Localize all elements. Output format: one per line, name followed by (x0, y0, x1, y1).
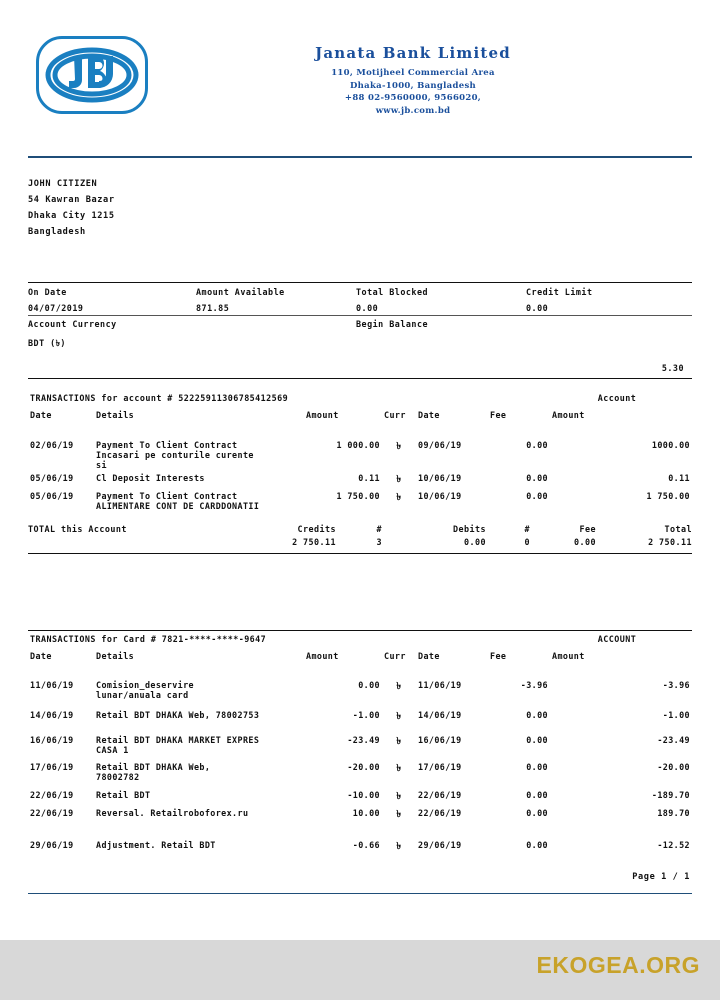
th-curr: Curr (384, 651, 406, 661)
card-transactions-table (28, 648, 692, 856)
statement-sheet (28, 30, 692, 916)
cell-amount-2: 1000.00 (651, 440, 690, 450)
account-transactions-table (28, 407, 692, 512)
begin-balance-label: Begin Balance (356, 319, 429, 329)
th-amount: Amount (306, 651, 339, 661)
account-total-count2: 0 (524, 537, 530, 547)
summary-value-amount-available: 871.85 (196, 303, 230, 313)
account-total-header-row (28, 512, 692, 534)
cell-post-date: 29/06/19 (418, 840, 462, 850)
bank-address-2: Dhaka-1000, Bangladesh (349, 80, 477, 91)
cell-amount: -0.66 (352, 840, 380, 850)
bank-logo (36, 36, 148, 114)
cell-date: 05/06/19 (30, 473, 74, 483)
cell-date: 22/06/19 (30, 808, 74, 818)
account-transactions-title: TRANSACTIONS for account # 52225911306785412569 (30, 393, 289, 403)
table-row[interactable] (28, 788, 692, 806)
cell-details (94, 438, 304, 471)
account-total-total-label: Total (664, 524, 692, 534)
page-number: Page 1 / 1 (632, 872, 690, 882)
bank-identity (263, 44, 563, 117)
account-currency-value: BDT (৳) (28, 338, 66, 348)
cell-details (94, 471, 304, 489)
cell-amount-2: -23.49 (657, 735, 690, 745)
th-fee: Fee (490, 651, 507, 661)
customer-country: Bangladesh (28, 227, 86, 237)
cell-amount: 0.00 (358, 680, 380, 690)
account-total-credits-label: Credits (297, 524, 336, 534)
cell-details-line3: si (96, 460, 107, 470)
cell-currency: ৳ (396, 474, 402, 485)
table-row[interactable] (28, 678, 692, 701)
cell-fee: 0.00 (526, 790, 548, 800)
account-transactions-title-row (28, 390, 692, 407)
account-total-count: 3 (376, 537, 382, 547)
customer-name: JOHN CITIZEN (28, 179, 98, 189)
table-row (28, 701, 692, 708)
card-transactions-title: TRANSACTIONS for Card # 7821-****-****-9647 (30, 634, 267, 644)
cell-currency: ৳ (396, 492, 402, 503)
document-header (28, 30, 692, 140)
cell-details-line1: Cl Deposit Interests (96, 473, 205, 483)
cell-currency: ৳ (396, 736, 402, 747)
account-total-debits: 0.00 (464, 537, 486, 547)
currency-value-row (28, 333, 692, 353)
account-total-fee: 0.00 (574, 537, 596, 547)
th-details: Details (96, 651, 135, 661)
account-total-value-row (28, 534, 692, 547)
cell-fee: 0.00 (526, 735, 548, 745)
cell-amount-2: -1.00 (662, 710, 690, 720)
th-amount-2: Amount (552, 651, 585, 661)
bank-website[interactable]: www.jb.com.bd (375, 105, 451, 116)
th-date: Date (30, 410, 52, 420)
account-total-credits: 2 750.11 (292, 537, 336, 547)
cell-post-date: 16/06/19 (418, 735, 462, 745)
account-total-fee-label: Fee (579, 524, 596, 534)
cell-post-date: 22/06/19 (418, 790, 462, 800)
cell-currency: ৳ (396, 841, 402, 852)
table-row[interactable] (28, 471, 692, 489)
th-details: Details (96, 410, 135, 420)
cell-details-line1: Retail BDT DHAKA Web, (96, 762, 211, 772)
account-transactions-section (28, 390, 692, 554)
cell-details-line2: ALIMENTARE CONT DE CARDDONATII (96, 501, 260, 511)
cell-amount: -23.49 (347, 735, 380, 745)
table-row[interactable] (28, 438, 692, 471)
cell-details (94, 489, 304, 512)
cell-amount: 10.00 (352, 808, 380, 818)
begin-balance-value: 5.30 (661, 363, 684, 373)
th-post-date: Date (418, 651, 440, 661)
cell-date: 02/06/19 (30, 440, 74, 450)
table-row[interactable] (28, 733, 692, 756)
cell-details-line1: Retail BDT (96, 790, 151, 800)
header-divider (28, 156, 692, 158)
cell-post-date: 10/06/19 (418, 473, 462, 483)
account-summary (28, 282, 692, 379)
cell-details (94, 708, 304, 726)
summary-header-on-date: On Date (28, 287, 67, 297)
cell-post-date: 10/06/19 (418, 491, 462, 501)
cell-post-date: 17/06/19 (418, 762, 462, 772)
th-curr: Curr (384, 410, 406, 420)
table-header-row (28, 407, 692, 424)
cell-date: 14/06/19 (30, 710, 74, 720)
account-total-count2-label: # (524, 524, 530, 534)
summary-header-amount-available: Amount Available (196, 287, 285, 297)
card-transactions-right-title: ACCOUNT (597, 634, 637, 644)
th-fee: Fee (490, 410, 507, 420)
summary-value-row (28, 299, 692, 315)
cell-amount-2: 0.11 (668, 473, 690, 483)
footer-divider (28, 893, 692, 894)
cell-details-line2: lunar/anuala card (96, 690, 189, 700)
table-row[interactable] (28, 489, 692, 512)
customer-street: 54 Kawran Bazar (28, 195, 115, 205)
cell-fee: 0.00 (526, 840, 548, 850)
cell-details-line1: Comision_deservire (96, 680, 194, 690)
cell-fee: 0.00 (526, 473, 548, 483)
account-section-bottom-rule (28, 553, 692, 554)
cell-details-line1: Reversal. Retailroboforex.ru (96, 808, 249, 818)
table-row[interactable] (28, 760, 692, 783)
cell-details-line1: Adjustment. Retail BDT (96, 840, 216, 850)
cell-amount: -1.00 (352, 710, 380, 720)
cell-details (94, 760, 304, 783)
account-currency-label: Account Currency (28, 319, 117, 329)
account-total-total: 2 750.11 (648, 537, 692, 547)
account-transactions-right-title: Account (597, 393, 637, 403)
table-row (28, 424, 692, 438)
cell-currency: ৳ (396, 711, 402, 722)
cell-details (94, 788, 304, 806)
cell-amount: -20.00 (347, 762, 380, 772)
bank-address-1: 110, Motijheel Commercial Area (331, 68, 495, 78)
table-row[interactable] (28, 708, 692, 726)
account-total-label: TOTAL this Account (28, 524, 127, 534)
cell-currency: ৳ (396, 681, 402, 692)
summary-bottom-rule (28, 378, 692, 379)
cell-date: 17/06/19 (30, 762, 74, 772)
cell-currency: ৳ (396, 441, 402, 452)
cell-date: 22/06/19 (30, 790, 74, 800)
summary-header-credit-limit: Credit Limit (526, 287, 593, 297)
cell-date: 16/06/19 (30, 735, 74, 745)
currency-header-row (28, 316, 692, 333)
cell-details-line2: Incasari pe conturile curente (96, 450, 254, 460)
th-amount-2: Amount (552, 410, 585, 420)
cell-details-line1: Payment To Client Contract (96, 491, 238, 501)
cell-amount-2: 1 750.00 (646, 491, 690, 501)
cell-currency: ৳ (396, 809, 402, 820)
cell-date: 05/06/19 (30, 491, 74, 501)
card-transactions-title-row (28, 631, 692, 648)
cell-date: 11/06/19 (30, 680, 74, 690)
cell-details (94, 838, 304, 856)
cell-currency: ৳ (396, 763, 402, 774)
customer-address-block (28, 176, 115, 240)
cell-details-line1: Retail BDT DHAKA Web, 78002753 (96, 710, 260, 720)
table-row (28, 665, 692, 678)
cell-amount-2: -12.52 (657, 840, 690, 850)
th-amount: Amount (306, 410, 339, 420)
cell-details-line1: Payment To Client Contract (96, 440, 238, 450)
summary-header-total-blocked: Total Blocked (356, 287, 429, 297)
customer-city: Dhaka City 1215 (28, 211, 115, 221)
summary-value-total-blocked: 0.00 (356, 303, 379, 313)
cell-amount-2: -20.00 (657, 762, 690, 772)
cell-details-line2: CASA 1 (96, 745, 129, 755)
summary-value-credit-limit: 0.00 (526, 303, 549, 313)
account-total-count-label: # (376, 524, 382, 534)
cell-amount: 1 000.00 (336, 440, 380, 450)
cell-amount: -10.00 (347, 790, 380, 800)
table-row[interactable] (28, 806, 692, 824)
cell-fee: 0.00 (526, 762, 548, 772)
cell-date: 29/06/19 (30, 840, 74, 850)
cell-amount: 1 750.00 (336, 491, 380, 501)
cell-fee: 0.00 (526, 440, 548, 450)
summary-value-on-date: 04/07/2019 (28, 303, 84, 313)
cell-post-date: 11/06/19 (418, 680, 462, 690)
cell-amount-2: -189.70 (651, 790, 690, 800)
cell-details-line2: 78002782 (96, 772, 140, 782)
table-header-row (28, 648, 692, 665)
cell-fee: -3.96 (520, 680, 548, 690)
watermark: EKOGEA.ORG (536, 952, 700, 978)
cell-amount-2: -3.96 (662, 680, 690, 690)
cell-post-date: 22/06/19 (418, 808, 462, 818)
bank-name: Janata Bank Limited (315, 44, 511, 62)
cell-amount-2: 189.70 (657, 808, 690, 818)
table-row (28, 824, 692, 838)
cell-details (94, 733, 304, 756)
cell-post-date: 09/06/19 (418, 440, 462, 450)
cell-amount: 0.11 (358, 473, 380, 483)
cell-details (94, 806, 304, 824)
cell-fee: 0.00 (526, 808, 548, 818)
card-transactions-section (28, 630, 692, 856)
cell-fee: 0.00 (526, 491, 548, 501)
table-row[interactable] (28, 838, 692, 856)
cell-fee: 0.00 (526, 710, 548, 720)
bank-phone: +88 02-9560000, 9566020, (344, 93, 482, 103)
cell-currency: ৳ (396, 791, 402, 802)
table-row (28, 726, 692, 733)
jb-monogram-icon (44, 46, 140, 104)
th-post-date: Date (418, 410, 440, 420)
cell-details (94, 678, 304, 701)
summary-header-row (28, 283, 692, 299)
cell-post-date: 14/06/19 (418, 710, 462, 720)
account-total-debits-label: Debits (453, 524, 486, 534)
th-date: Date (30, 651, 52, 661)
cell-details-line1: Retail BDT DHAKA MARKET EXPRES (96, 735, 260, 745)
